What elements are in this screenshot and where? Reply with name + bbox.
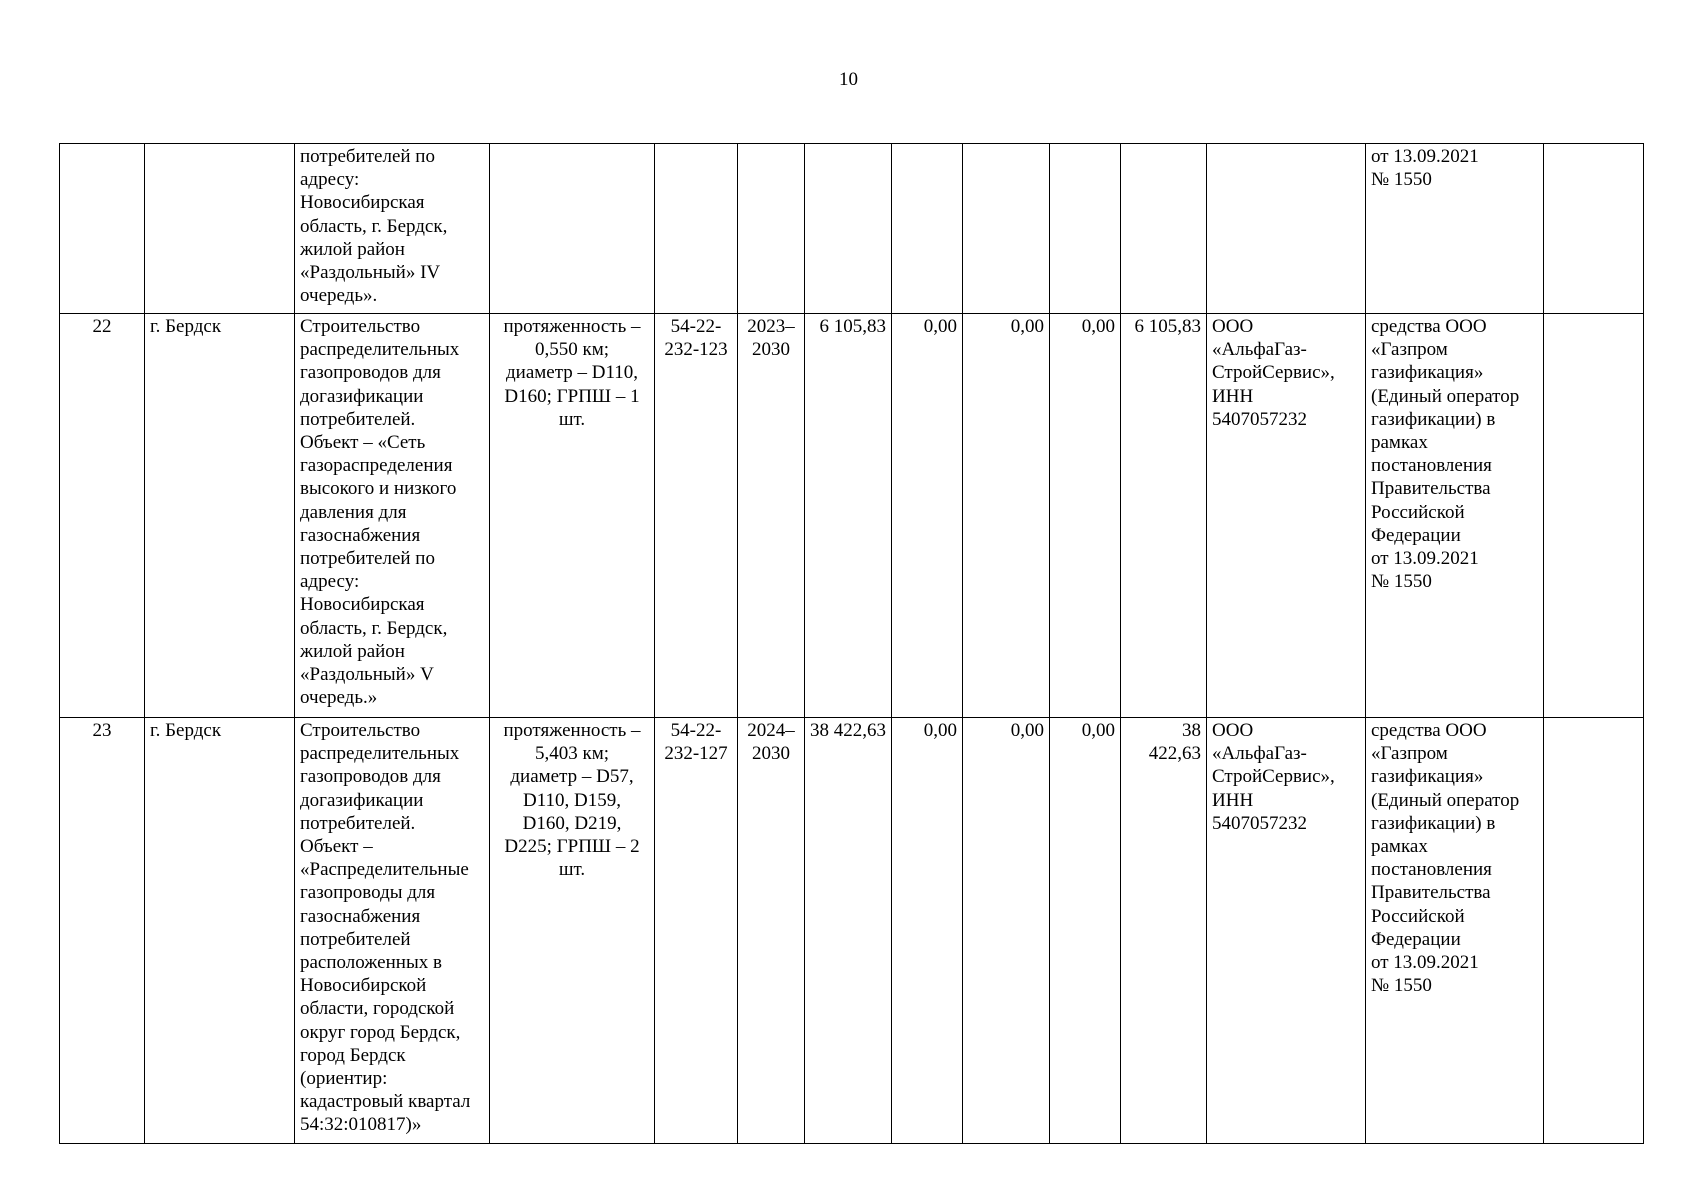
cell-note <box>1544 314 1644 718</box>
cell-value-1 <box>892 144 963 314</box>
cell-text-line: рамках <box>1371 432 1428 454</box>
cell-text-line: Новосибирская <box>300 192 425 214</box>
cell-value-1: 0,00 <box>892 314 963 718</box>
cell-text-line: Российской <box>1371 501 1465 523</box>
cell-text-line: распределительных <box>300 339 460 361</box>
cell-text-line: постановления <box>1371 859 1492 881</box>
cell-code <box>655 314 738 718</box>
page-number: 10 <box>839 69 858 90</box>
cell-text-line: 5407057232 <box>1212 812 1307 834</box>
cell-funding-source <box>1366 314 1544 718</box>
cell-text-line: распределительных <box>300 743 460 765</box>
cell-text-line: газораспределения <box>300 455 453 477</box>
cell-text-line: газоснабжения <box>300 905 421 927</box>
cell-text-line: (Единый оператор <box>1371 385 1520 407</box>
cell-value-4: 6 105,83 <box>1121 314 1207 718</box>
cell-text-line: газификация» <box>1371 362 1484 384</box>
cell-text-line: город Бердск <box>300 1044 406 1066</box>
cell-text-line: D160, D219, <box>522 812 622 834</box>
cell-text-line: потребителей <box>300 928 411 950</box>
cell-text-line: № 1550 <box>1371 169 1432 191</box>
cell-text-line: адресу: <box>300 571 360 593</box>
cell-text-line: газоснабжения <box>300 524 421 546</box>
cell-text-line: 5,403 км; <box>534 743 610 765</box>
table-row <box>60 314 1644 718</box>
cell-value-4: 38 422,63 <box>1121 718 1207 1144</box>
cell-text-line: Новосибирской <box>300 975 427 997</box>
cell-text-line: СтройСервис», <box>1212 362 1335 384</box>
cell-text-line: 5407057232 <box>1212 408 1307 430</box>
program-table <box>59 143 1644 1144</box>
cell-text-line: газификации) в <box>1371 812 1496 834</box>
cell-text-line: 232-127 <box>664 743 728 765</box>
cell-period <box>738 314 805 718</box>
cell-text-line: «АльфаГаз- <box>1212 339 1307 361</box>
cell-city: г. Бердск <box>145 718 295 1144</box>
cell-text-line: 2024– <box>747 720 795 741</box>
cell-text-line: протяженность – <box>503 720 641 741</box>
cell-text-line: ИНН <box>1212 385 1254 407</box>
cell-text-line: диаметр – D110, <box>505 362 639 384</box>
cell-text-line: Федерации <box>1371 928 1461 950</box>
cell-text-line: рамках <box>1371 836 1428 858</box>
cell-code <box>655 144 738 314</box>
cell-text-line: протяженность – <box>503 316 641 337</box>
cell-text-line: (ориентир: <box>300 1068 388 1090</box>
cell-text-line: Российской <box>1371 905 1465 927</box>
cell-text-line: ИНН <box>1212 789 1254 811</box>
cell-text-line: средства ООО <box>1371 316 1487 337</box>
cell-text-line: давления для <box>300 501 407 523</box>
cell-code <box>655 718 738 1144</box>
cell-value-1: 0,00 <box>892 718 963 1144</box>
cell-text-line: 54-22- <box>670 720 722 741</box>
cell-city <box>145 144 295 314</box>
cell-text-line: СтройСервис», <box>1212 766 1335 788</box>
cell-characteristics <box>490 314 655 718</box>
cell-text-line: догазификации <box>300 385 424 407</box>
cell-city: г. Бердск <box>145 314 295 718</box>
cell-text-line: 54:32:010817)» <box>300 1114 422 1136</box>
cell-description <box>295 718 490 1144</box>
cell-description <box>295 144 490 314</box>
cell-text-line: Строительство <box>300 720 421 741</box>
cell-text-line: 2030 <box>752 743 790 765</box>
cell-text-line: постановления <box>1371 455 1492 477</box>
cell-note <box>1544 718 1644 1144</box>
cell-text-line: 232-123 <box>664 339 728 361</box>
cell-text-line: (Единый оператор <box>1371 789 1520 811</box>
cell-funding-source <box>1366 144 1544 314</box>
cell-value-3: 0,00 <box>1050 314 1121 718</box>
cell-value-3: 0,00 <box>1050 718 1121 1144</box>
cell-value-2: 0,00 <box>963 718 1050 1144</box>
cell-text-line: область, г. Бердск, <box>300 215 448 237</box>
cell-text-line: округ город Бердск, <box>300 1021 461 1043</box>
cell-number: 22 <box>60 314 145 718</box>
cell-text-line: потребителей. <box>300 812 416 834</box>
cell-characteristics <box>490 144 655 314</box>
cell-text-line: Новосибирская <box>300 594 425 616</box>
cell-note <box>1544 144 1644 314</box>
cell-executor <box>1207 718 1366 1144</box>
cell-text-line: газопроводы для <box>300 882 436 904</box>
cell-text-line: «Раздольный» V <box>300 664 434 686</box>
cell-text-line: очередь.» <box>300 687 378 709</box>
cell-text-line: средства ООО <box>1371 720 1487 741</box>
cell-total: 6 105,83 <box>805 314 892 718</box>
cell-text-line: 2023– <box>747 316 795 337</box>
table-row <box>60 718 1644 1144</box>
cell-text-line: потребителей. <box>300 408 416 430</box>
cell-text-line: Правительства <box>1371 478 1491 500</box>
cell-text-line: жилой район <box>300 238 405 260</box>
cell-value-3 <box>1050 144 1121 314</box>
cell-value-2 <box>963 144 1050 314</box>
cell-text-line: Объект – «Сеть <box>300 432 426 454</box>
cell-text-line: «Газпром <box>1371 743 1448 765</box>
cell-executor <box>1207 314 1366 718</box>
cell-characteristics <box>490 718 655 1144</box>
cell-value-2: 0,00 <box>963 314 1050 718</box>
cell-text-line: «АльфаГаз- <box>1212 743 1307 765</box>
cell-text-line: «Распределительные <box>300 859 469 881</box>
cell-text-line: область, г. Бердск, <box>300 617 448 639</box>
cell-text-line: высокого и низкого <box>300 478 457 500</box>
cell-text-line: от 13.09.2021 <box>1371 548 1479 570</box>
cell-text-line: адресу: <box>300 169 360 191</box>
cell-executor <box>1207 144 1366 314</box>
cell-text-line: 54-22- <box>670 316 722 337</box>
cell-text-line: от 13.09.2021 <box>1371 146 1479 167</box>
cell-text-line: ООО <box>1212 720 1254 741</box>
table-row <box>60 144 1644 314</box>
cell-text-line: D160; ГРПШ – 1 <box>504 385 640 407</box>
cell-text-line: догазификации <box>300 789 424 811</box>
cell-text-line: кадастровый квартал <box>300 1091 471 1113</box>
cell-period <box>738 718 805 1144</box>
cell-text-line: газификация» <box>1371 766 1484 788</box>
cell-number: 23 <box>60 718 145 1144</box>
cell-text-line: потребителей по <box>300 548 435 570</box>
cell-text-line: газопроводов для <box>300 766 441 788</box>
cell-text-line: № 1550 <box>1371 571 1432 593</box>
cell-text-line: «Газпром <box>1371 339 1448 361</box>
cell-text-line: 0,550 км; <box>534 339 610 361</box>
cell-text-line: ООО <box>1212 316 1254 337</box>
cell-text-line: Федерации <box>1371 524 1461 546</box>
cell-text-line: жилой район <box>300 640 405 662</box>
cell-text-line: Строительство <box>300 316 421 337</box>
cell-period <box>738 144 805 314</box>
cell-text-line: диаметр – D57, <box>510 766 634 788</box>
cell-text-line: очередь». <box>300 285 378 307</box>
cell-text-line: от 13.09.2021 <box>1371 952 1479 974</box>
cell-total <box>805 144 892 314</box>
cell-value-4 <box>1121 144 1207 314</box>
table-body <box>60 144 1644 1144</box>
cell-text-line: расположенных в <box>300 952 442 974</box>
cell-funding-source <box>1366 718 1544 1144</box>
cell-text-line: D110, D159, <box>523 789 621 811</box>
cell-text-line: Правительства <box>1371 882 1491 904</box>
cell-text-line: D225; ГРПШ – 2 <box>504 836 640 858</box>
cell-text-line: 2030 <box>752 339 790 361</box>
cell-text-line: «Раздольный» IV <box>300 262 441 284</box>
cell-text-line: шт. <box>558 859 586 881</box>
cell-description <box>295 314 490 718</box>
cell-text-line: Объект – <box>300 836 373 858</box>
cell-total: 38 422,63 <box>805 718 892 1144</box>
cell-text-line: газификации) в <box>1371 408 1496 430</box>
cell-text-line: шт. <box>558 408 586 430</box>
cell-text-line: потребителей по <box>300 146 435 167</box>
cell-number <box>60 144 145 314</box>
cell-text-line: области, городской <box>300 998 455 1020</box>
cell-text-line: № 1550 <box>1371 975 1432 997</box>
cell-text-line: газопроводов для <box>300 362 441 384</box>
